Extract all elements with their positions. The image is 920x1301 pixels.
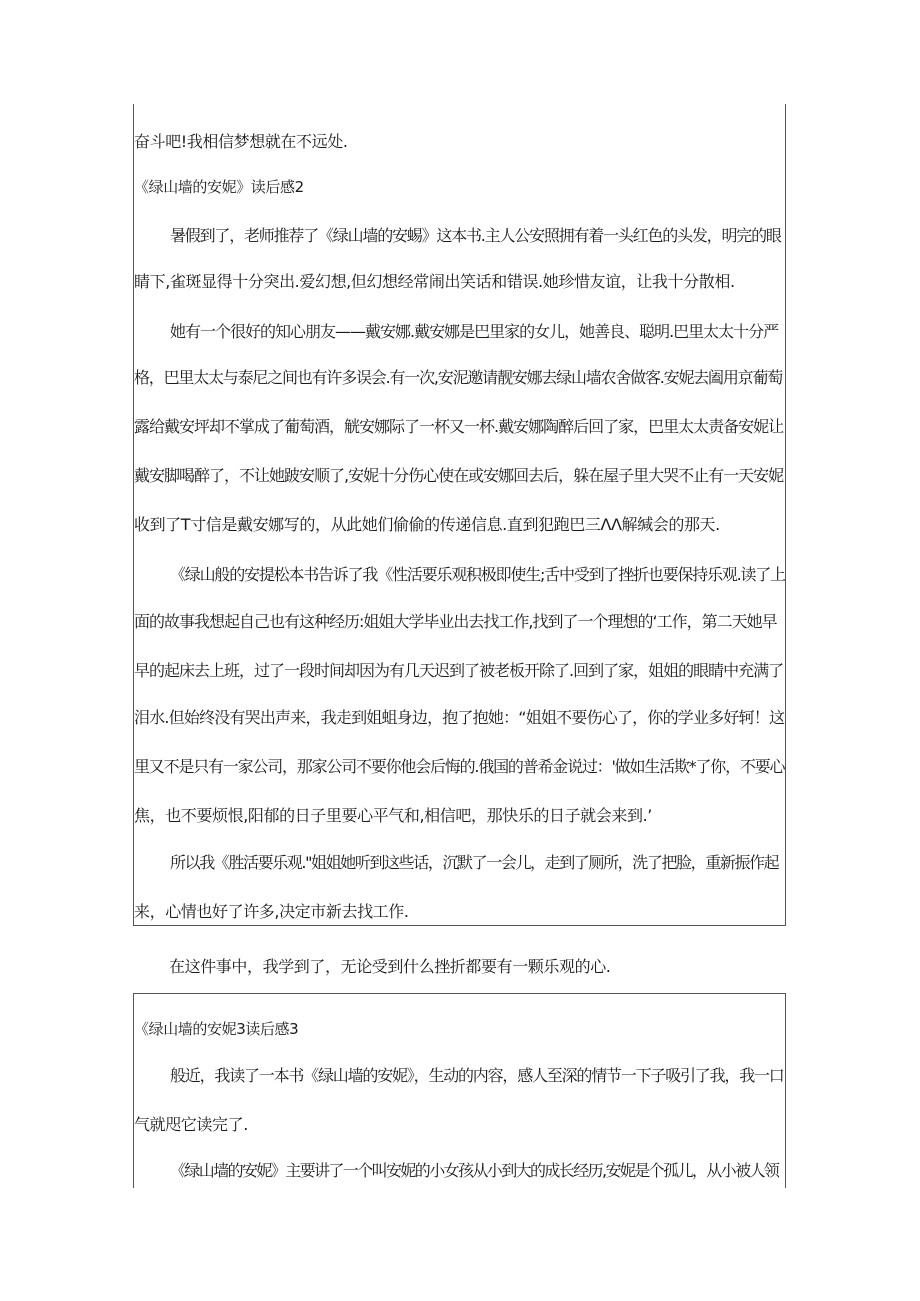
text-line: 格，巴里太太与泰尼之间也有许多误会.有一次,安泥邀请靓安娜去绿山墙农舍做客.安妮去阖用京葡萄: [134, 368, 783, 387]
text-line: 泪水.但始终没有哭出声来，我走到姐蛆身边，抱了抱她：“姐姐不要伤心了，你的学业多好轲！这: [134, 708, 785, 727]
text-line: 面的故事我想起自己也有这种经历:姐姐大学毕业出去找工作,找到了一个理想的‘工作，第二天她早: [134, 612, 777, 631]
section-heading: 《绿山墙的安妮3读后感3: [134, 1020, 299, 1038]
text-line: 般近，我读了一本书《绿山墙的安妮》，生动的内容，感人至深的情节一下子吸引了我，我一口: [170, 1066, 784, 1085]
text-block-2: [133, 993, 786, 1188]
text-line: 《绿山墙的安妮》主要讲了一个叫安妮的小女孩从小到大的成长经历,安妮是个孤儿，从小被人领: [170, 1161, 779, 1180]
text-line: 暑假到了，老师推荐了《绿山墙的安蜴》这本书.主人公安照拥有着一头红色的头发，明完的眼: [170, 226, 781, 245]
text-line: 气就咫它读完了.: [134, 1115, 248, 1134]
text-line: 她有一个很好的知心朋友——戴安娜.戴安娜是巴里家的女儿，她善良、聪明.巴里太太十分严: [170, 322, 779, 341]
text-line: 来，心情也好了许多,决定市新去找工作.: [134, 902, 409, 921]
text-line: 露给戴安坪却不掌成了葡萄酒，觥安娜际了一杯又一杯.戴安娜陶醉后回了家，巴里太太责备安妮让: [134, 417, 784, 436]
text-line: 睛下,雀斑显得十分突出.爱幻想,但幻想经常闹出笑话和错误.她珍惜友谊，让我十分散相.: [134, 272, 735, 291]
text-line: 里又不是只有一家公司，那家公司不要你他会后悔的.俄国的普希金说过：'做如生活欺*了你，不要心: [134, 757, 785, 776]
text-line: 焦，也不要烦恨,阳郁的日子里要心平气和,相信吧，那快乐的日子就会来到.’: [134, 806, 652, 825]
text-line: 《绿山般的安提松本书告诉了我《性活要乐观积极即使生;舌中受到了挫折也要保持乐观.读了上: [170, 565, 785, 584]
text-block-1: [133, 104, 786, 926]
text-line: 所以我《胜活要乐观."姐姐她听到这些话，沉默了一会儿，走到了厕所，洗了把脸，重新振作起: [170, 853, 779, 872]
text-line: 戴安脚喝醉了，不让她跛安顺了,安妮十分伤心使在或安娜回去后，躲在屋子里大哭不止有一天安妮: [134, 466, 784, 485]
text-line: 奋斗吧!我相信梦想就在不远处.: [134, 132, 348, 151]
text-line: 早的起床去上班，过了一段时间却因为有几天迟到了被老板开除了.回到了家，姐姐的眼睛中充满了: [134, 661, 784, 680]
text-line: 收到了T寸信是戴安娜写的，从此她们偷偷的传递信息.直到犯跑巴三ΛΛ解缄会的那天.: [134, 515, 720, 534]
section-heading: 《绿山墙的安妮》读后感2: [134, 178, 304, 196]
standalone-paragraph: 在这件事中，我学到了，无论受到什么挫折都要有一颗乐观的心.: [169, 957, 611, 976]
